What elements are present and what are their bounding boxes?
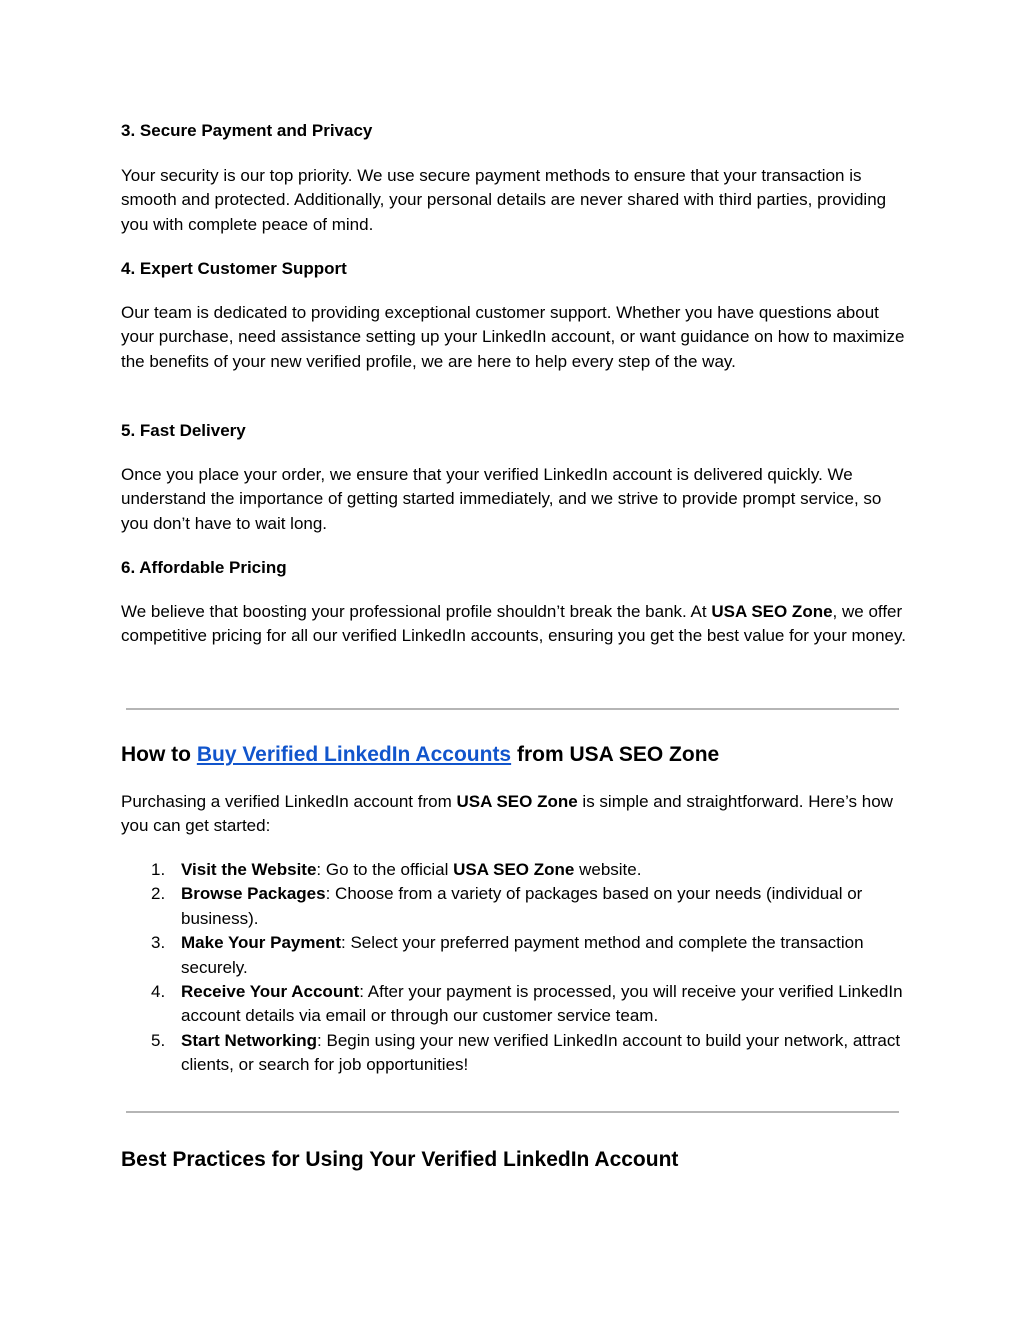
list-item — [121, 931, 906, 980]
section-3-heading: 3. Secure Payment and Privacy — [121, 121, 373, 140]
section-3-body: Your security is our top priority. We use secure payment methods to ensure that your transaction is smooth and protected. Additionally, your personal details are never shared with third parties, providing you with complete peace of mind. — [121, 166, 887, 234]
list-item — [121, 1029, 906, 1078]
section-5-body: Once you place your order, we ensure that your verified LinkedIn account is delivered quickly. We understand the importance of getting started immediately, and we strive to provide prompt service, so you don’t have to wait long. — [121, 465, 882, 533]
section-4-heading: 4. Expert Customer Support — [121, 259, 347, 278]
step-title: Make Your Payment — [181, 933, 341, 953]
section-6-body — [121, 600, 906, 649]
how-to-intro-text: Purchasing a verified LinkedIn account from — [121, 792, 457, 811]
divider — [126, 1111, 899, 1113]
step-title: Receive Your Account — [181, 982, 360, 1002]
how-to-heading-suffix: from USA SEO Zone — [511, 743, 720, 766]
section-5-heading: 5. Fast Delivery — [121, 421, 246, 440]
how-to-intro-text-end: is simple and straightforward. Here’s how you can get started: — [121, 792, 893, 836]
best-practices-heading: Best Practices for Using Your Verified LinkedIn Account — [121, 1148, 679, 1171]
step-title: Start Networking — [181, 1030, 318, 1050]
brand-name: USA SEO Zone — [453, 860, 575, 879]
section-6-body-text-end: , we offer competitive pricing for all our verified LinkedIn accounts, ensuring you get the best value for your money. — [121, 602, 906, 646]
step-text-end: website. — [574, 860, 642, 879]
list-number: 4. — [151, 982, 166, 1002]
list-number: 5. — [151, 1030, 166, 1050]
step-text: : Choose from a variety of packages based on your needs (individual or business). — [181, 884, 863, 928]
step-title: Visit the Website — [181, 860, 317, 879]
section-6-body-text: We believe that boosting your professional profile shouldn’t break the bank. At — [121, 602, 712, 621]
divider — [126, 708, 899, 710]
section-6-heading: 6. Affordable Pricing — [121, 558, 287, 577]
step-title: Browse Packages — [181, 884, 326, 904]
how-to-intro — [121, 790, 906, 839]
section-4-body: Our team is dedicated to providing exceptional customer support. Whether you have questions about your purchase, need assistance setting up your LinkedIn account, or want guidance on how to maximize the benefits of your new verified profile, we are here to help every step of the way. — [121, 303, 905, 371]
list-item — [121, 858, 906, 882]
step-text: : Go to the official — [316, 860, 454, 879]
step-text: : After your payment is processed, you will receive your verified LinkedIn account details via email or through our customer service team. — [181, 982, 903, 1026]
list-number: 1. — [151, 860, 166, 879]
step-text: : Select your preferred payment method and complete the transaction securely. — [181, 933, 864, 977]
list-number: 2. — [151, 884, 166, 904]
step-text: : Begin using your new verified LinkedIn account to build your network, attract clients, or search for job opportunities! — [181, 1030, 901, 1075]
how-to-heading-prefix: How to — [121, 743, 197, 766]
buy-verified-linkedin-link[interactable]: Buy Verified LinkedIn Accounts — [196, 743, 512, 766]
list-item — [121, 980, 906, 1029]
steps-list — [121, 858, 906, 1078]
brand-name: USA SEO Zone — [456, 792, 578, 811]
brand-name: USA SEO Zone — [711, 602, 833, 621]
how-to-heading — [121, 742, 719, 768]
list-item — [121, 882, 906, 931]
list-number: 3. — [151, 933, 166, 953]
